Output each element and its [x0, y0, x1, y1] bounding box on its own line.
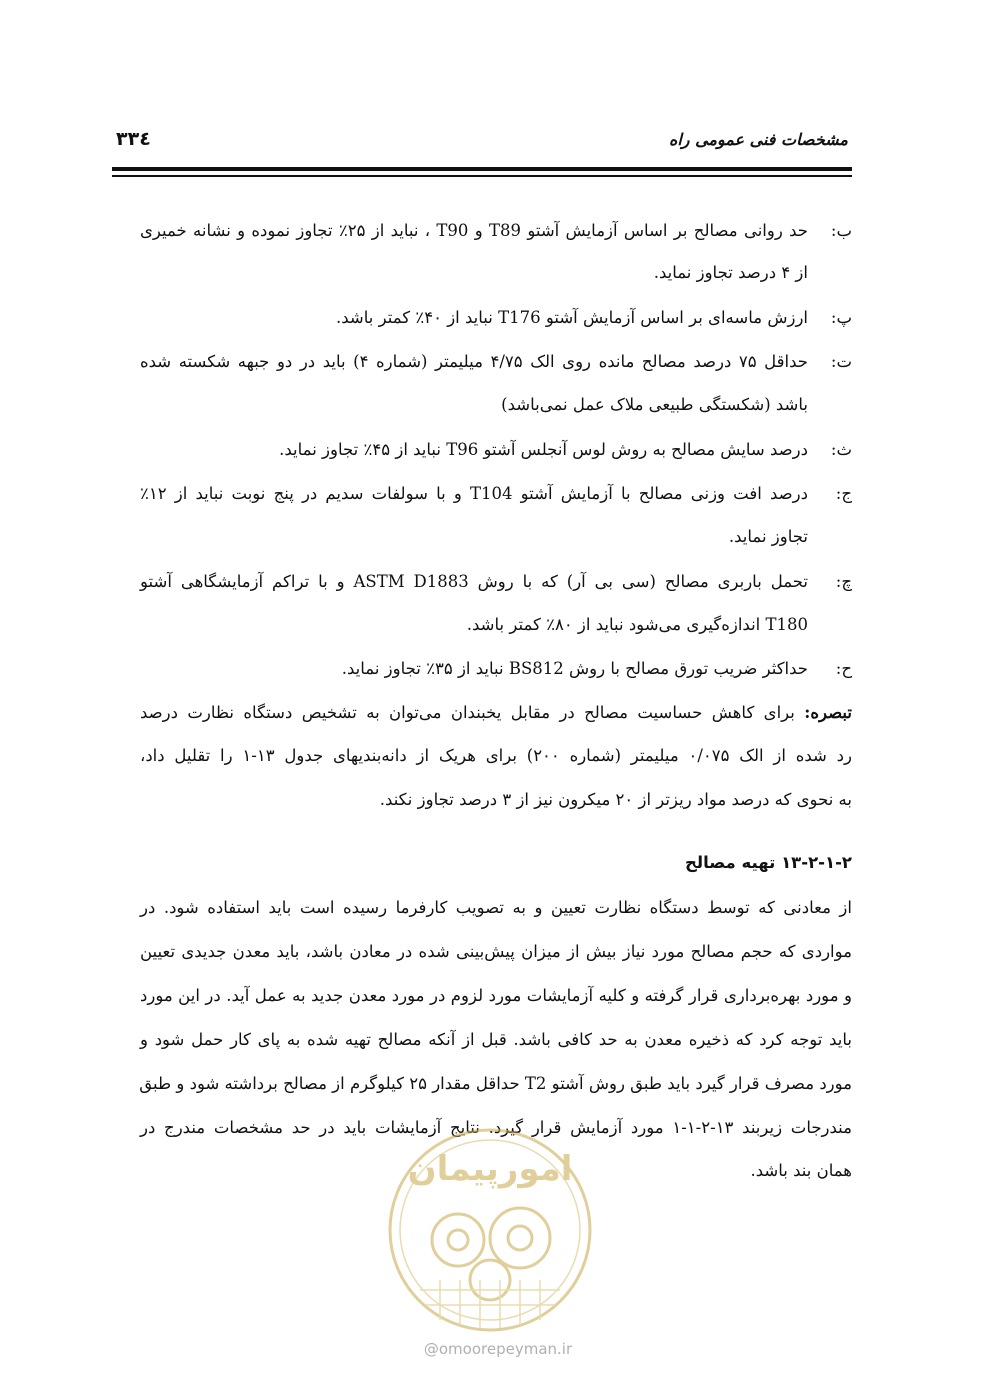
watermark-logo-text: امورپیمان: [407, 1149, 573, 1189]
item-text-line: T180 اندازه‌گیری می‌شود نباید از ۸۰٪ کمتر باشد.: [466, 615, 808, 634]
item-text-line: درصد سایش مصالح به روش لوس آنجلس آشتو T96 نباید از ۴۵٪ تجاوز نماید.: [279, 440, 808, 459]
note-label: تبصره:: [804, 703, 852, 722]
item-label: پ:: [830, 308, 852, 327]
header-rule-thick: [112, 167, 852, 171]
watermark-logo: [380, 1120, 600, 1340]
page-header: [112, 128, 852, 156]
item-text-line: ارزش ماسه‌ای بر اساس آزمایش آشتو T176 نباید از ۴۰٪ کمتر باشد.: [336, 308, 808, 327]
item-label: ح:: [835, 659, 852, 678]
item-label: ث:: [830, 440, 852, 459]
paragraph-line: باید توجه کرد که ذخیره معدن به حد کافی باشد. قبل از آنکه مصالح تهیه شده به پای کار حمل شود و: [140, 1030, 852, 1049]
header-rule-thin: [112, 175, 852, 177]
page-number: ۳۳٤: [116, 128, 151, 150]
watermark-url: @omoorepeyman.ir: [423, 1340, 573, 1358]
item-text-line: حداکثر ضریب تورق مصالح با روش BS812 نباید از ۳۵٪ تجاوز نماید.: [341, 659, 808, 678]
note-line: به نحوی که درصد مواد ریزتر از ۲۰ میکرون نیز از ۳ درصد تجاوز نکند.: [379, 790, 852, 809]
note-text: برای کاهش حساسیت مصالح در مقابل یخبندان می‌توان به تشخیص دستگاه نظارت درصد: [140, 703, 795, 722]
item-label: ج:: [835, 484, 852, 503]
item-text-line: حد روانی مصالح بر اساس آزمایش آشتو T89 و T90 ، نباید از ۲۵٪ تجاوز نموده و نشانه خمیری: [140, 221, 808, 240]
running-title: مشخصات فنی عمومی راه: [668, 130, 848, 149]
item-label: چ:: [835, 572, 852, 591]
paragraph-line: و مورد بهره‌برداری قرار گرفته و کلیه آزمایشات مورد لزوم در مورد معدن جدید به عمل آید. در این مورد: [140, 986, 852, 1005]
section-heading: ۱۳-۲-۱-۲ تهیه مصالح: [685, 853, 852, 872]
note-line: رد شده از الک ۰/۰۷۵ میلیمتر (شماره ۲۰۰) برای هریک از دانه‌بندیهای جدول ۱۳-۱ را تقلیل داد،: [140, 746, 852, 765]
item-text-line: باشد (شکستگی طبیعی ملاک عمل نمی‌باشد): [501, 395, 808, 414]
note-line: [140, 701, 852, 725]
item-text-line: درصد افت وزنی مصالح با آزمایش آشتو T104 و با سولفات سدیم در پنج نوبت نباید از ۱۲٪: [140, 484, 808, 503]
item-text-line: تجاوز نماید.: [728, 527, 808, 546]
paragraph-line: مندرجات زیربند ۱۳-۲-۱-۱ مورد آزمایش قرار گیرد. نتایج آزمایشات باید در حد مشخصات مندرج در: [140, 1118, 852, 1137]
item-text-line: تحمل باربری مصالح (سی بی آر) که با روش ASTM D1883 و با تراکم آزمایشگاهی آشتو: [140, 572, 808, 591]
paragraph-line: مواردی که حجم مصالح مورد نیاز بیش از میزان پیش‌بینی شده در معادن باشد، باید معدن جدیدی تعیین: [140, 942, 852, 961]
item-label: ب:: [830, 221, 852, 240]
paragraph-line: مورد مصرف قرار گیرد باید طبق روش آشتو T2 حداقل مقدار ۲۵ کیلوگرم از مصالح برداشته شود و طبق: [139, 1074, 852, 1093]
paragraph-line: از معادنی که توسط دستگاه نظارت تعیین و به تصویب کارفرما رسیده است باید استفاده شود. در: [140, 898, 852, 917]
item-text-line: از ۴ درصد تجاوز نماید.: [653, 263, 808, 282]
item-label: ت:: [830, 352, 852, 371]
paragraph-line: همان بند باشد.: [750, 1161, 852, 1180]
item-text-line: حداقل ۷۵ درصد مصالح مانده روی الک ۴/۷۵ میلیمتر (شماره ۴) باید در دو جبهه شکسته شده: [140, 352, 809, 371]
